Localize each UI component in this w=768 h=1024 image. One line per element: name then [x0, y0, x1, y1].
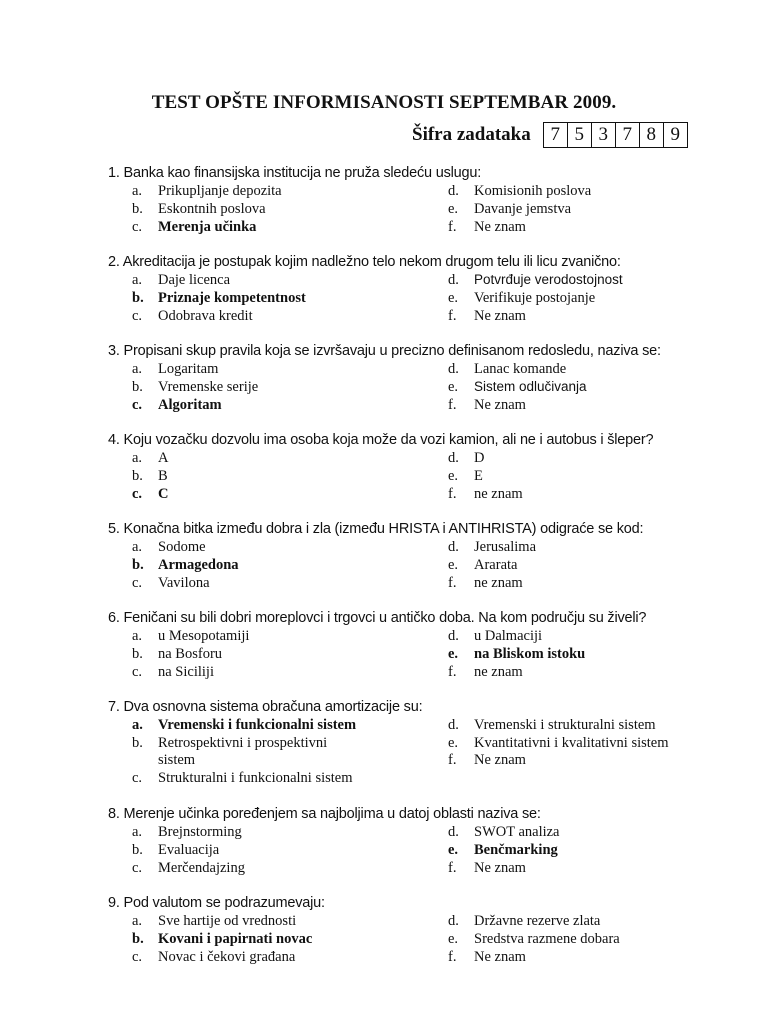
option-text: SWOT analiza [474, 824, 560, 840]
question-text: 3. Propisani skup pravila koja se izvršavaju u precizno definisanom redosledu, naziva se: [108, 343, 661, 359]
option-text: Ne znam [474, 308, 526, 324]
option-5a [132, 539, 206, 556]
option-letter: b. [132, 379, 143, 395]
option-text: Odobrava kredit [158, 308, 253, 324]
option-text: Jerusalima [474, 539, 537, 555]
option-1e [448, 201, 571, 218]
option-letter: b. [132, 557, 144, 573]
option-9a [132, 913, 296, 930]
option-text: Strukturalni i funkcionalni sistem [158, 770, 353, 786]
option-text: Benčmarking [474, 842, 558, 858]
question-text: 2. Akreditacija je postupak kojim nadležno telo nekom drugom telu ili licu zvanično: [108, 254, 621, 270]
question-text: 1. Banka kao finansijska institucija ne pruža sledeću uslugu: [108, 165, 482, 181]
option-4b [132, 468, 168, 485]
code-digit: 3 [592, 123, 616, 147]
option-text: Potvrđuje verodostojnost [474, 272, 623, 287]
option-text: Sistem odlučivanja [474, 379, 587, 394]
option-6e [448, 646, 585, 663]
option-letter: c. [132, 770, 143, 786]
option-text: D [474, 450, 485, 466]
option-text: na Bosforu [158, 646, 223, 662]
option-text: Sodome [158, 539, 206, 555]
option-text: Merčendajzing [158, 860, 245, 876]
task-code-box [543, 122, 688, 148]
option-text: Sve hartije od vrednosti [158, 913, 297, 929]
option-letter: a. [132, 183, 143, 199]
option-text: na Siciliji [158, 664, 214, 680]
code-digit: 9 [670, 124, 680, 145]
option-3f [448, 397, 526, 414]
option-text: Lanac komande [474, 361, 567, 377]
option-letter: b. [132, 290, 144, 306]
option-text: u Mesopotamiji [158, 628, 250, 644]
code-digit: 8 [640, 123, 664, 147]
option-letter: c. [132, 397, 143, 413]
option-2d [448, 272, 623, 289]
option-5b [132, 557, 239, 574]
option-3b [132, 379, 258, 396]
option-text: Retrospektivni i prospektivni sistem [158, 735, 328, 768]
option-9c [132, 949, 295, 966]
code-digit: 5 [568, 123, 592, 147]
option-letter: f. [448, 397, 457, 413]
option-9b [132, 931, 312, 948]
option-letter: f. [448, 308, 457, 324]
option-letter: d. [448, 824, 459, 840]
option-text: Ararata [474, 557, 518, 573]
option-letter: e. [448, 842, 459, 858]
option-letter: c. [132, 949, 143, 965]
option-text: B [158, 468, 168, 484]
option-7c [132, 770, 353, 787]
option-7e [448, 735, 669, 752]
code-digit: 7 [616, 123, 640, 147]
option-3e [448, 379, 587, 396]
option-text: Brejnstorming [158, 824, 242, 840]
option-4f [448, 486, 523, 503]
option-text: E [474, 468, 483, 484]
option-text: Vremenski i funkcionalni sistem [158, 717, 357, 733]
option-text: Davanje jemstva [474, 201, 572, 217]
option-text: Logaritam [158, 361, 219, 377]
option-letter: f. [448, 486, 457, 502]
option-text: Daje licenca [158, 272, 231, 288]
option-5e [448, 557, 517, 574]
option-1d [448, 183, 591, 200]
option-6c [132, 664, 214, 681]
option-text: Priznaje kompetentnost [158, 290, 306, 306]
option-6f [448, 664, 523, 681]
option-text: u Dalmaciji [474, 628, 543, 644]
option-4e [448, 468, 483, 485]
option-8e [448, 842, 558, 859]
option-text: Evaluacija [158, 842, 220, 858]
option-letter: f. [448, 752, 457, 768]
option-7d [448, 717, 656, 734]
task-code [412, 121, 688, 149]
option-text: Verifikuje postojanje [474, 290, 596, 306]
option-8a [132, 824, 242, 841]
option-letter: a. [132, 628, 143, 644]
option-text: Merenja učinka [158, 219, 257, 235]
task-code-label: Šifra zadataka [412, 124, 531, 145]
option-text: ne znam [474, 664, 523, 680]
option-letter: a. [132, 450, 143, 466]
option-letter: e. [448, 379, 459, 395]
option-text: na Bliskom istoku [474, 646, 586, 662]
option-letter: d. [448, 361, 459, 377]
option-letter: e. [448, 290, 459, 306]
option-text: Vremenske serije [158, 379, 259, 395]
option-text: C [158, 486, 169, 502]
option-letter: e. [448, 557, 459, 573]
option-4c [132, 486, 168, 503]
option-letter: b. [132, 468, 143, 484]
option-letter: f. [448, 575, 457, 591]
option-8f [448, 860, 526, 877]
option-letter: d. [448, 913, 459, 929]
question-text: 7. Dva osnovna sistema obračuna amortizacije su: [108, 699, 423, 715]
option-letter: a. [132, 361, 143, 377]
option-8b [132, 842, 219, 859]
option-3c [132, 397, 222, 414]
option-4a [132, 450, 168, 467]
option-text: Vavilona [158, 575, 210, 591]
option-1c [132, 219, 256, 236]
option-text: Komisionih poslova [474, 183, 592, 199]
option-5c [132, 575, 210, 592]
option-8c [132, 860, 245, 877]
option-letter: d. [448, 450, 459, 466]
question-text: 8. Merenje učinka poređenjem sa najboljima u datoj oblasti naziva se: [108, 806, 541, 822]
option-letter: a. [132, 717, 143, 733]
option-letter: e. [448, 646, 459, 662]
option-letter: c. [132, 860, 143, 876]
option-text: Algoritam [158, 397, 222, 413]
option-5f [448, 575, 523, 592]
option-9d [448, 913, 600, 930]
option-text: Ne znam [474, 949, 526, 965]
option-6a [132, 628, 249, 645]
option-text: Sredstva razmene dobara [474, 931, 620, 947]
option-text: Ne znam [474, 860, 526, 876]
option-text: Prikupljanje depozita [158, 183, 282, 199]
option-letter: f. [448, 219, 457, 235]
option-letter: f. [448, 949, 457, 965]
question-text: 6. Feničani su bili dobri moreplovci i trgovci u antičko doba. Na kom području su živeli? [108, 610, 647, 626]
option-letter: a. [132, 824, 143, 840]
option-text: ne znam [474, 486, 523, 502]
option-text: Državne rezerve zlata [474, 913, 601, 929]
option-letter: b. [132, 646, 143, 662]
option-text: Ne znam [474, 219, 526, 235]
option-letter: d. [448, 272, 459, 288]
option-1a [132, 183, 282, 200]
option-letter: e. [448, 468, 459, 484]
option-text: Vremenski i strukturalni sistem [474, 717, 656, 733]
option-letter: b. [132, 201, 143, 217]
option-letter: c. [132, 486, 143, 502]
option-text: Kvantitativni i kvalitativni sistem [474, 735, 669, 751]
option-letter: d. [448, 539, 459, 555]
option-1b [132, 201, 266, 218]
option-letter: d. [448, 717, 459, 733]
option-2e [448, 290, 595, 307]
page-title: TEST OPŠTE INFORMISANOSTI SEPTEMBAR 2009. [151, 92, 617, 113]
option-text: Armagedona [158, 557, 239, 573]
option-2a [132, 272, 230, 289]
option-letter: f. [448, 860, 457, 876]
option-text: Ne znam [474, 752, 526, 768]
option-2c [132, 308, 253, 325]
option-letter: e. [448, 931, 459, 947]
option-letter: c. [132, 219, 143, 235]
option-1f [448, 219, 526, 236]
option-letter: f. [448, 664, 457, 680]
option-letter: a. [132, 913, 143, 929]
option-text: ne znam [474, 575, 523, 591]
option-7a [132, 717, 356, 734]
option-letter: c. [132, 664, 143, 680]
option-8d [448, 824, 560, 841]
option-9e [448, 931, 620, 948]
code-digit: 7 [544, 123, 568, 147]
option-text: Novac i čekovi građana [158, 949, 296, 965]
option-4d [448, 450, 484, 467]
option-letter: d. [448, 628, 459, 644]
option-3a [132, 361, 218, 378]
question-text: 5. Konačna bitka između dobra i zla (između HRISTA i ANTIHRISTA) odigraće se kod: [108, 521, 644, 537]
option-letter: a. [132, 539, 143, 555]
option-letter: c. [132, 308, 143, 324]
option-9f [448, 949, 526, 966]
option-6d [448, 628, 542, 645]
question-text: 4. Koju vozačku dozvolu ima osoba koja može da vozi kamion, ali ne i autobus i šleper? [108, 432, 654, 448]
option-letter: b. [132, 735, 143, 751]
option-2f [448, 308, 526, 325]
option-2b [132, 290, 306, 307]
option-text: Ne znam [474, 397, 526, 413]
option-6b [132, 646, 222, 663]
option-letter: c. [132, 575, 143, 591]
question-text: 9. Pod valutom se podrazumevaju: [108, 895, 325, 911]
option-text: A [158, 450, 169, 466]
option-7f [448, 752, 526, 769]
option-3d [448, 361, 566, 378]
option-letter: e. [448, 735, 459, 751]
option-letter: e. [448, 201, 459, 217]
option-letter: d. [448, 183, 459, 199]
option-text: Kovani i papirnati novac [158, 931, 313, 947]
option-letter: b. [132, 842, 143, 858]
option-5d [448, 539, 536, 556]
option-letter: b. [132, 931, 144, 947]
option-7b [132, 735, 352, 769]
option-letter: a. [132, 272, 143, 288]
option-text: Eskontnih poslova [158, 201, 266, 217]
